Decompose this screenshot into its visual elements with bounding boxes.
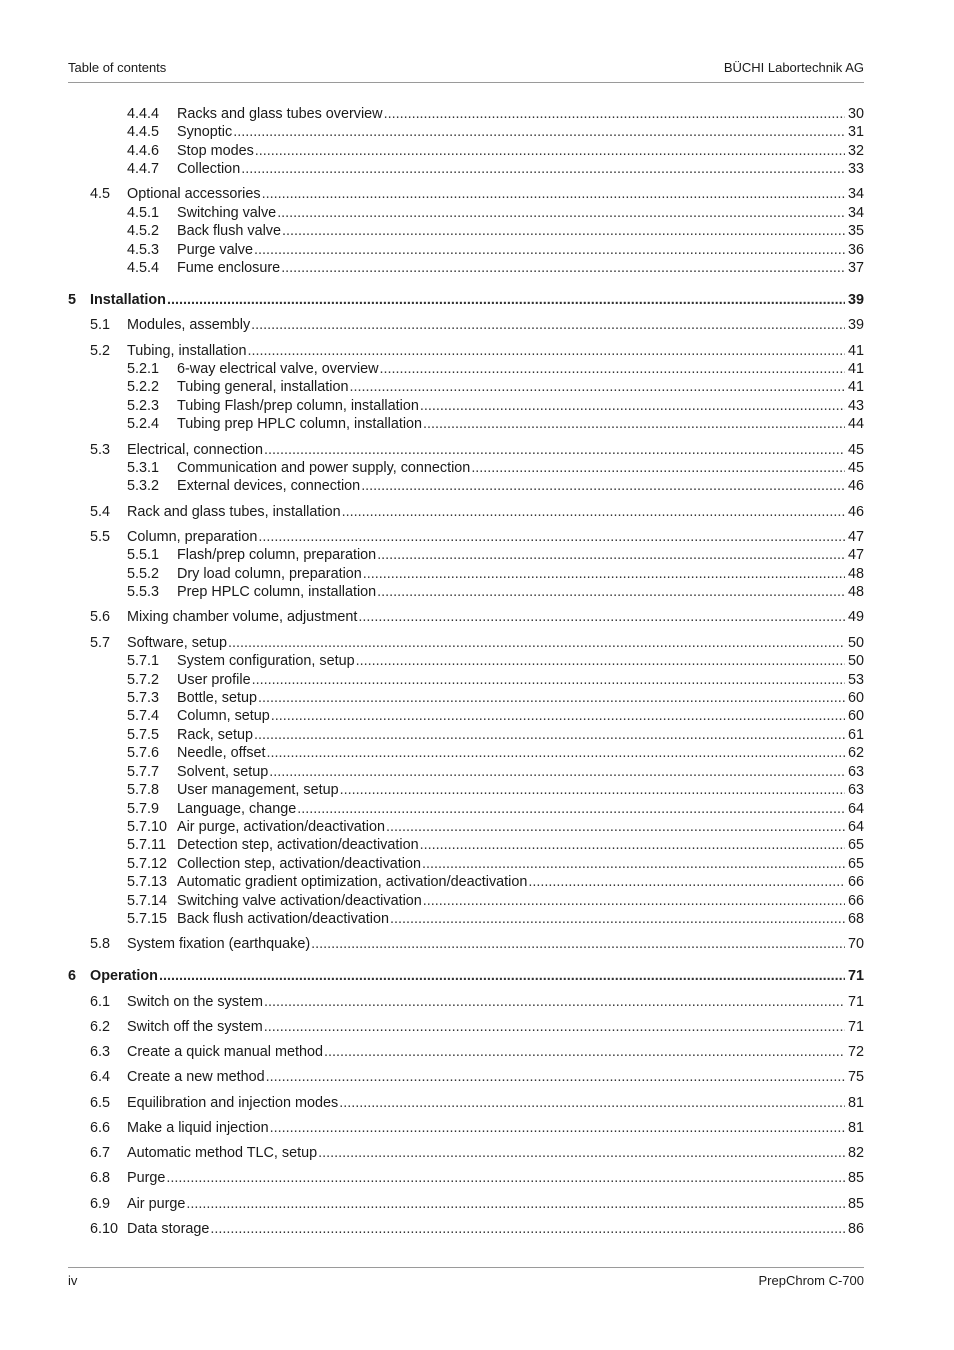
toc-entry-page: 48 [847,566,864,582]
dot-leader [377,546,845,564]
toc-entry[interactable] [0,204,864,222]
toc-entry-number: 5.7.8 [127,782,160,798]
toc-entry[interactable] [0,744,864,762]
toc-entry-page: 37 [847,260,864,276]
toc-entry-number: 5.7.14 [127,893,168,909]
toc-entry[interactable] [0,781,864,799]
toc-entry-page: 72 [847,1044,864,1060]
dot-leader [166,1169,845,1187]
toc-entry-title: Language, change [177,801,297,817]
toc-entry-number: 5.2 [90,343,111,359]
toc-entry-number: 5.7.3 [127,690,160,706]
toc-entry[interactable] [0,459,864,477]
toc-entry-number: 5.7.4 [127,708,160,724]
toc-entry-number: 5.8 [90,936,111,952]
toc-entry-title: Flash/prep column, preparation [177,547,377,563]
toc-entry[interactable] [0,707,864,725]
toc-entry-number: 6.9 [90,1196,111,1212]
toc-entry-title: Mixing chamber volume, adjustment [127,609,358,625]
toc-entry-title: Switch off the system [127,1019,263,1035]
dot-leader [420,836,845,854]
toc-entry-title: Stop modes [177,143,254,159]
dot-leader [262,185,845,203]
toc-entry[interactable] [0,378,864,396]
toc-entry-number: 6.4 [90,1069,111,1085]
toc-entry[interactable] [0,671,864,689]
toc-entry-title: Collection [177,161,241,177]
toc-entry-title: Synoptic [177,124,233,140]
toc-entry-number: 5.7.13 [127,874,168,890]
toc-entry-page: 30 [847,106,864,122]
toc-entry[interactable] [0,892,864,910]
toc-entry-number: 5.7.10 [127,819,168,835]
toc-entry-number: 5.7 [90,635,111,651]
toc-entry-number: 5.2.4 [127,416,160,432]
toc-entry-title: Collection step, activation/deactivation [177,856,421,872]
toc-entry-page: 75 [847,1069,864,1085]
toc-entry[interactable] [0,652,864,670]
toc-entry-title: Detection step, activation/deactivation [177,837,419,853]
toc-entry-number: 5.7.11 [127,837,166,853]
toc-entry-title: Back flush valve [177,223,281,239]
toc-entry-title: Purge [127,1170,166,1186]
toc-entry-title: System fixation (earthquake) [127,936,311,952]
dot-leader [264,441,845,459]
dot-leader [258,528,845,546]
toc-entry-page: 45 [847,442,864,458]
toc-entry-page: 71 [847,968,864,984]
toc-entry[interactable] [0,800,864,818]
toc-entry-title: Solvent, setup [177,764,269,780]
toc-entry[interactable] [0,316,864,334]
toc-entry[interactable] [0,360,864,378]
footer-page-number: iv [68,1273,78,1288]
toc-entry[interactable] [0,689,864,707]
toc-entry-number: 5.2.3 [127,398,160,414]
dot-leader [241,160,845,178]
toc-entry-number: 4.5.1 [127,205,160,221]
toc-entry-number: 6.3 [90,1044,111,1060]
dot-leader [251,316,845,334]
toc-entry-number: 5.4 [90,504,111,520]
toc-entry-number: 5.5.3 [127,584,160,600]
toc-entry-number: 5.7.6 [127,745,160,761]
dot-leader [264,1018,845,1036]
dot-leader [311,935,845,953]
toc-entry-number: 4.5.2 [127,223,160,239]
toc-entry-page: 64 [847,819,864,835]
toc-entry-page: 32 [847,143,864,159]
dot-leader [266,1068,845,1086]
toc-entry-number: 5.3.1 [127,460,160,476]
toc-entry-number: 4.5 [90,186,111,202]
toc-entry[interactable] [0,608,864,626]
toc-entry-number: 4.5.3 [127,242,160,258]
dot-leader [297,800,845,818]
toc-entry-title: Switching valve [177,205,277,221]
toc-entry-page: 39 [847,292,864,308]
toc-entry[interactable] [0,160,864,178]
toc-entry-number: 5.7.12 [127,856,168,872]
toc-entry-title: Communication and power supply, connection [177,460,471,476]
toc-entry-page: 41 [847,361,864,377]
toc-entry-title: Installation [90,292,166,308]
dot-leader [422,855,845,873]
toc-entry-title: Bottle, setup [177,690,257,706]
toc-entry-number: 4.4.7 [127,161,160,177]
toc-entry[interactable] [0,726,864,744]
toc-entry-title: Tubing general, installation [177,379,349,395]
toc-entry-page: 50 [847,635,864,651]
dot-leader [210,1220,845,1238]
toc-entry-page: 85 [847,1196,864,1212]
toc-entry[interactable] [0,935,864,953]
toc-entry-page: 64 [847,801,864,817]
toc-entry-page: 43 [847,398,864,414]
dot-leader [358,608,845,626]
toc-entry-page: 65 [847,837,864,853]
toc-entry-number: 4.4.5 [127,124,160,140]
toc-entry-page: 86 [847,1221,864,1237]
dot-leader [264,993,845,1011]
toc-entry[interactable] [0,123,864,141]
toc-entry-title: Equilibration and injection modes [127,1095,339,1111]
toc-entry-page: 49 [847,609,864,625]
toc-entry-page: 63 [847,764,864,780]
toc-entry-number: 5.7.5 [127,727,160,743]
toc-entry[interactable] [0,291,864,309]
dot-leader [159,967,845,985]
dot-leader [528,873,845,891]
toc-entry-title: Electrical, connection [127,442,263,458]
toc-entry-number: 5.7.9 [127,801,160,817]
toc-entry[interactable] [0,397,864,415]
toc-entry[interactable] [0,1018,864,1036]
dot-leader [386,818,845,836]
dot-leader [420,397,845,415]
toc-entry-page: 34 [847,186,864,202]
toc-entry-page: 39 [847,317,864,333]
toc-entry-page: 85 [847,1170,864,1186]
toc-entry-number: 5.2.1 [127,361,160,377]
toc-entry[interactable] [0,763,864,781]
toc-entry-title: Dry load column, preparation [177,566,362,582]
toc-entry-number: 6.1 [90,994,111,1010]
toc-entry-page: 81 [847,1095,864,1111]
toc-entry-number: 5.7.7 [127,764,160,780]
toc-entry-title: 6-way electrical valve, overview [177,361,379,377]
toc-entry-title: Modules, assembly [127,317,251,333]
toc-entry-number: 4.4.4 [127,106,160,122]
footer-product-name: PrepChrom C-700 [758,1273,864,1288]
toc-entry-number: 5.3 [90,442,111,458]
toc-entry-title: Air purge, activation/deactivation [177,819,385,835]
toc-entry-title: Fume enclosure [177,260,281,276]
toc-entry-number: 5.7.2 [127,672,160,688]
toc-entry-title: Rack, setup [177,727,253,743]
toc-entry-title: Make a liquid injection [127,1120,269,1136]
toc-entry-number: 5.5.1 [127,547,160,563]
dot-leader [267,744,845,762]
toc-entry-page: 46 [847,478,864,494]
toc-entry-title: Optional accessories [127,186,261,202]
toc-entry-page: 46 [847,504,864,520]
toc-entry[interactable] [0,1043,864,1061]
toc-entry[interactable] [0,818,864,836]
dot-leader [340,781,845,799]
toc-entry[interactable] [0,185,864,203]
toc-entry-number: 4.4.6 [127,143,160,159]
toc-entry-title: Column, setup [177,708,270,724]
toc-entry[interactable] [0,1144,864,1162]
toc-entry-page: 66 [847,874,864,890]
dot-leader [282,222,845,240]
dot-leader [423,892,845,910]
toc-entry-page: 35 [847,223,864,239]
toc-entry-page: 70 [847,936,864,952]
toc-entry-title: Racks and glass tubes overview [177,106,383,122]
toc-entry[interactable] [0,241,864,259]
header-company-name: BÜCHI Labortechnik AG [723,60,864,75]
dot-leader [252,671,845,689]
toc-entry-title: Back flush activation/deactivation [177,911,389,927]
toc-entry-page: 31 [847,124,864,140]
toc-entry[interactable] [0,873,864,891]
toc-entry-page: 34 [847,205,864,221]
toc-entry[interactable] [0,105,864,123]
toc-entry-page: 44 [847,416,864,432]
toc-entry[interactable] [0,415,864,433]
toc-entry-page: 48 [847,584,864,600]
dot-leader [269,763,845,781]
toc-entry[interactable] [0,1094,864,1112]
toc-entry-page: 47 [847,547,864,563]
toc-entry-title: Rack and glass tubes, installation [127,504,341,520]
toc-entry-title: Prep HPLC column, installation [177,584,377,600]
toc-entry-title: Automatic method TLC, setup [127,1145,318,1161]
toc-entry[interactable] [0,1068,864,1086]
toc-entry[interactable] [0,855,864,873]
toc-entry-title: Switch on the system [127,994,263,1010]
toc-entry-number: 6.8 [90,1170,111,1186]
toc-entry[interactable] [0,441,864,459]
dot-leader [247,342,845,360]
toc-entry-number: 5.7.1 [127,653,160,669]
toc-entry-title: External devices, connection [177,478,361,494]
toc-entry-page: 60 [847,690,864,706]
dot-leader [186,1195,845,1213]
toc-entry-title: Switching valve activation/deactivation [177,893,422,909]
toc-entry-number: 5 [68,292,77,308]
toc-entry-page: 71 [847,994,864,1010]
toc-entry-title: Needle, offset [177,745,266,761]
dot-leader [342,503,845,521]
toc-entry-number: 6.2 [90,1019,111,1035]
toc-entry-title: Purge valve [177,242,253,258]
dot-leader [233,123,845,141]
dot-leader [390,910,845,928]
toc-entry-page: 61 [847,727,864,743]
dot-leader [281,259,845,277]
toc-entry[interactable] [0,342,864,360]
dot-leader [270,1119,845,1137]
toc-entry-page: 41 [847,379,864,395]
dot-leader [471,459,845,477]
toc-entry[interactable] [0,142,864,160]
toc-entry-number: 6 [68,968,77,984]
toc-entry-number: 5.5 [90,529,111,545]
toc-entry[interactable] [0,565,864,583]
dot-leader [349,378,845,396]
toc-entry-title: User management, setup [177,782,339,798]
toc-entry-title: Create a quick manual method [127,1044,323,1060]
toc-entry-page: 71 [847,1019,864,1035]
toc-entry-number: 5.6 [90,609,111,625]
toc-entry[interactable] [0,222,864,240]
toc-entry[interactable] [0,993,864,1011]
toc-entry-page: 65 [847,856,864,872]
toc-entry[interactable] [0,967,864,985]
dot-leader [258,689,845,707]
toc-entry-page: 81 [847,1120,864,1136]
toc-entry-page: 36 [847,242,864,258]
toc-entry-title: Tubing, installation [127,343,247,359]
toc-entry-title: Tubing Flash/prep column, installation [177,398,419,414]
toc-entry-number: 6.10 [90,1221,119,1237]
toc-entry-page: 60 [847,708,864,724]
toc-entry-number: 5.1 [90,317,111,333]
toc-entry-page: 62 [847,745,864,761]
toc-entry[interactable] [0,910,864,928]
toc-entry[interactable] [0,259,864,277]
toc-entry-number: 5.2.2 [127,379,160,395]
dot-leader [423,415,845,433]
toc-entry-title: Automatic gradient optimization, activation/deactivation [177,874,528,890]
dot-leader [356,652,845,670]
toc-entry-page: 47 [847,529,864,545]
dot-leader [363,565,845,583]
toc-entry-page: 45 [847,460,864,476]
dot-leader [254,726,845,744]
toc-entry[interactable] [0,583,864,601]
dot-leader [254,241,845,259]
toc-entry-page: 33 [847,161,864,177]
toc-entry[interactable] [0,836,864,854]
toc-entry-number: 6.5 [90,1095,111,1111]
toc-entry-title: Software, setup [127,635,227,651]
toc-entry-number: 5.5.2 [127,566,160,582]
toc-entry[interactable] [0,477,864,495]
toc-entry-title: Tubing prep HPLC column, installation [177,416,423,432]
page-footer [68,1267,864,1293]
toc-entry-number: 6.7 [90,1145,111,1161]
toc-entry[interactable] [0,1169,864,1187]
toc-entry-number: 5.3.2 [127,478,160,494]
dot-leader [361,477,845,495]
toc-entry[interactable] [0,546,864,564]
toc-entry-page: 68 [847,911,864,927]
dot-leader [380,360,845,378]
header-section-title: Table of contents [68,60,167,75]
toc-entry[interactable] [0,1195,864,1213]
toc-entry-title: User profile [177,672,251,688]
toc-entry-page: 53 [847,672,864,688]
toc-entry[interactable] [0,1220,864,1238]
dot-leader [377,583,845,601]
dot-leader [167,291,845,309]
toc-entry-title: Create a new method [127,1069,265,1085]
toc-entry-title: Air purge [127,1196,186,1212]
dot-leader [324,1043,845,1061]
toc-entry[interactable] [0,634,864,652]
dot-leader [228,634,845,652]
toc-entry-number: 5.7.15 [127,911,168,927]
toc-entry-page: 41 [847,343,864,359]
toc-entry-page: 63 [847,782,864,798]
toc-entry-page: 50 [847,653,864,669]
toc-entry-title: Data storage [127,1221,210,1237]
toc-entry[interactable] [0,1119,864,1137]
toc-entry-title: Column, preparation [127,529,258,545]
toc-entry[interactable] [0,528,864,546]
toc-entry-title: System configuration, setup [177,653,355,669]
dot-leader [318,1144,845,1162]
dot-leader [384,105,845,123]
toc-entry-number: 6.6 [90,1120,111,1136]
toc-entry[interactable] [0,503,864,521]
toc-entry-page: 82 [847,1145,864,1161]
dot-leader [339,1094,845,1112]
dot-leader [255,142,845,160]
toc-entry-title: Operation [90,968,158,984]
dot-leader [271,707,845,725]
dot-leader [277,204,845,222]
toc-entry-number: 4.5.4 [127,260,160,276]
toc-entry-page: 66 [847,893,864,909]
